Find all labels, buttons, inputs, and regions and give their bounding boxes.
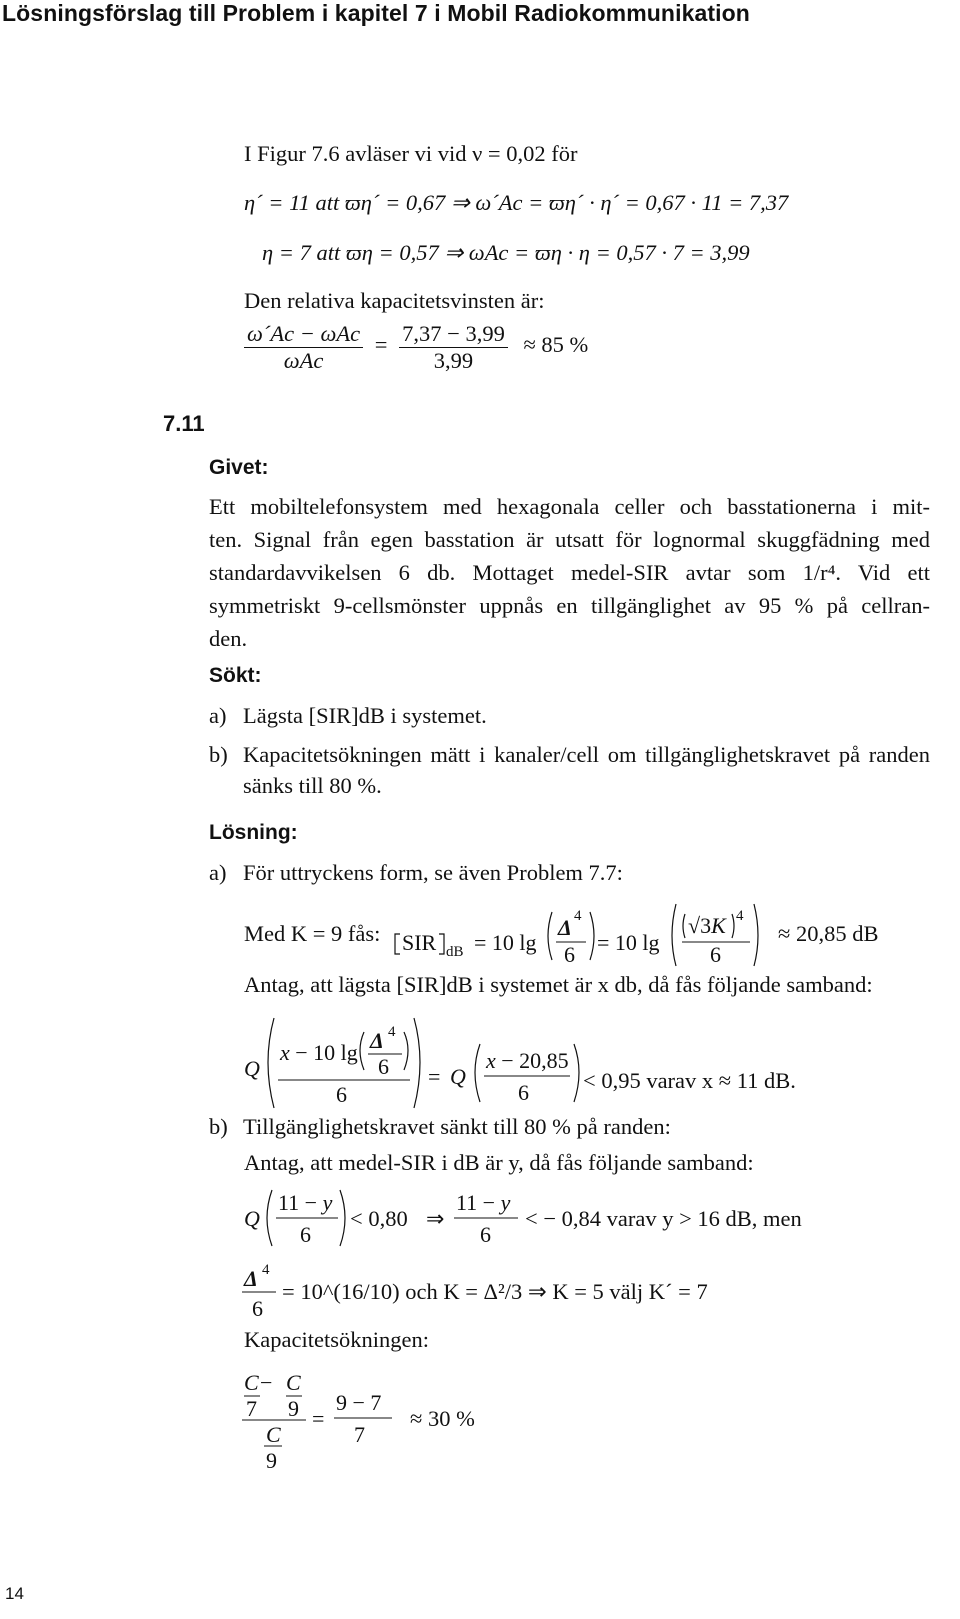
- givet-line-4: symmetriskt 9-cellsmönster uppnås en tillgänglighet av 95 % på cellran-: [209, 593, 930, 618]
- frac-left-numerator: ω´Ac − ωAc: [244, 322, 363, 348]
- svg-text:Δ: Δ: [370, 1028, 384, 1053]
- kapacitet-text: Kapacitetsökningen:: [244, 1327, 429, 1352]
- svg-text:x − 20,85: x − 20,85: [486, 1048, 569, 1073]
- svg-text:6: 6: [480, 1222, 491, 1247]
- svg-text:7: 7: [246, 1396, 257, 1421]
- frac-right-numerator: 7,37 − 3,99: [399, 322, 508, 348]
- givet-paragraph: [209, 490, 930, 655]
- problem-number: 7.11: [163, 411, 205, 436]
- svg-text:Δ: Δ: [558, 915, 572, 940]
- svg-text:Q: Q: [450, 1064, 466, 1089]
- losning-a-text: För uttryckens form, se även Problem 7.7:: [243, 860, 623, 885]
- antag-a-text: Antag, att lägsta [SIR]dB i systemet är x db, då fås följande samband:: [244, 972, 873, 997]
- svg-text:6: 6: [378, 1054, 389, 1079]
- losning-a-label: a): [209, 860, 227, 885]
- givet-heading: Givet:: [209, 456, 269, 479]
- sokt-a-text: Lägsta [SIR]dB i systemet.: [243, 703, 487, 728]
- svg-text:= 10 lg: = 10 lg: [597, 930, 660, 955]
- svg-text:⇒: ⇒: [426, 1206, 445, 1231]
- losning-b-item: [209, 1111, 671, 1142]
- givet-line-1: Ett mobiltelefonsystem med hexagonala celler och basstationerna i mit-: [209, 494, 930, 519]
- capacity-equation-graphic: [240, 1366, 430, 1476]
- relative-gain-equation: $\frac{\text{ω´Ac − ωAc}}{\text{ωAc}}$ = $\frac{7,37 - 3,99}{3,99}$ ≈ 85 %: [244, 322, 588, 372]
- frac-left-denominator: ωAc: [283, 347, 324, 373]
- prev-line-2: η = 7 att ϖη = 0,57 ⇒ ωAc = ϖη · η = 0,57 · 7 = 3,99: [262, 240, 750, 265]
- svg-text:x − 10 lg: x − 10 lg: [280, 1040, 358, 1065]
- svg-text:C: C: [266, 1422, 281, 1447]
- page-number: 14: [5, 1584, 24, 1603]
- q-equation-graphic: [240, 1014, 585, 1114]
- givet-line-5: den.: [209, 626, 248, 651]
- frac-right-denominator: 3,99: [433, 347, 474, 373]
- svg-text:√3K: √3K: [688, 913, 726, 938]
- antag-b-text: Antag, att medel-SIR i dB är y, då fås följande samband:: [244, 1150, 754, 1175]
- svg-text:6: 6: [518, 1080, 529, 1105]
- losning-heading: Lösning:: [209, 821, 298, 844]
- q-result: < 0,95 varav x ≈ 11 dB.: [583, 1068, 796, 1093]
- svg-text:9: 9: [266, 1448, 277, 1473]
- prev-line-1: η´ = 11 att ϖη´ = 0,67 ⇒ ω´Ac = ϖη´ · η´ = 0,67 · 11 = 7,37: [244, 190, 789, 215]
- relative-gain-result: ≈ 85 %: [523, 332, 589, 358]
- sokt-a-label: a): [209, 703, 227, 728]
- sir-equation-graphic: [392, 890, 772, 970]
- q2-inequality: < 0,80: [350, 1206, 408, 1231]
- svg-text:dB: dB: [446, 944, 464, 960]
- svg-text:=: =: [428, 1064, 441, 1089]
- svg-text:= 10 lg: = 10 lg: [474, 930, 537, 955]
- final-result: ≈ 30 %: [410, 1406, 475, 1431]
- med-k-text: Med K = 9 fås:: [244, 921, 381, 946]
- svg-text:6: 6: [300, 1222, 311, 1247]
- delta-equation: = 10^(16/10) och K = Δ²/3 ⇒ K = 5 välj K´ = 7: [282, 1279, 708, 1304]
- givet-line-3: standardavvikelsen 6 db. Mottaget medel-SIR avtar som 1/r⁴. Vid ett: [209, 560, 930, 585]
- losning-b-text: Tillgänglighetskravet sänkt till 80 % på randen:: [243, 1114, 671, 1139]
- svg-text:9 − 7: 9 − 7: [336, 1390, 382, 1415]
- svg-text:4: 4: [262, 1262, 270, 1278]
- svg-text:C: C: [286, 1370, 301, 1395]
- q2-result: < − 0,84 varav y > 16 dB, men: [525, 1206, 802, 1231]
- svg-text:Q: Q: [244, 1206, 260, 1231]
- sokt-heading: Sökt:: [209, 664, 262, 687]
- svg-text:6: 6: [564, 942, 575, 967]
- svg-text:4: 4: [574, 908, 582, 924]
- losning-a-item: [209, 857, 623, 888]
- givet-line-2: ten. Signal från egen basstation är utsatt för lognormal skuggfädning med: [209, 527, 930, 552]
- svg-text:6: 6: [336, 1082, 347, 1107]
- sokt-b-text: Kapacitetsökningen mätt i kanaler/cell om tillgänglighetskravet på randen sänks till 80 %.: [243, 742, 930, 798]
- page-header-title: Lösningsförslag till Problem i kapitel 7 i Mobil Radiokommunikation: [2, 0, 750, 26]
- prev-relative-text: Den relativa kapacitetsvinsten är:: [244, 288, 545, 313]
- sokt-b-item: [209, 739, 930, 801]
- svg-text:4: 4: [388, 1024, 396, 1040]
- svg-text:11 − y: 11 − y: [278, 1190, 333, 1215]
- sokt-a-item: [209, 700, 930, 731]
- svg-text:=: =: [312, 1406, 325, 1431]
- delta-fraction-graphic: [240, 1262, 280, 1322]
- sokt-b-label: b): [209, 742, 228, 767]
- svg-text:Q: Q: [244, 1056, 260, 1081]
- svg-text:Δ: Δ: [244, 1266, 258, 1291]
- svg-text:9: 9: [288, 1396, 299, 1421]
- svg-text:6: 6: [252, 1296, 263, 1321]
- svg-text:7: 7: [354, 1422, 365, 1447]
- losning-b-label: b): [209, 1114, 228, 1139]
- svg-text:11 − y: 11 − y: [456, 1190, 511, 1215]
- svg-text:SIR: SIR: [402, 930, 437, 955]
- svg-text:−: −: [260, 1370, 273, 1395]
- svg-text:6: 6: [710, 942, 721, 967]
- prev-intro: I Figur 7.6 avläser vi vid ν = 0,02 för: [244, 141, 578, 166]
- svg-text:4: 4: [736, 908, 744, 924]
- svg-text:C: C: [244, 1370, 259, 1395]
- sir-result: ≈ 20,85 dB: [778, 921, 879, 946]
